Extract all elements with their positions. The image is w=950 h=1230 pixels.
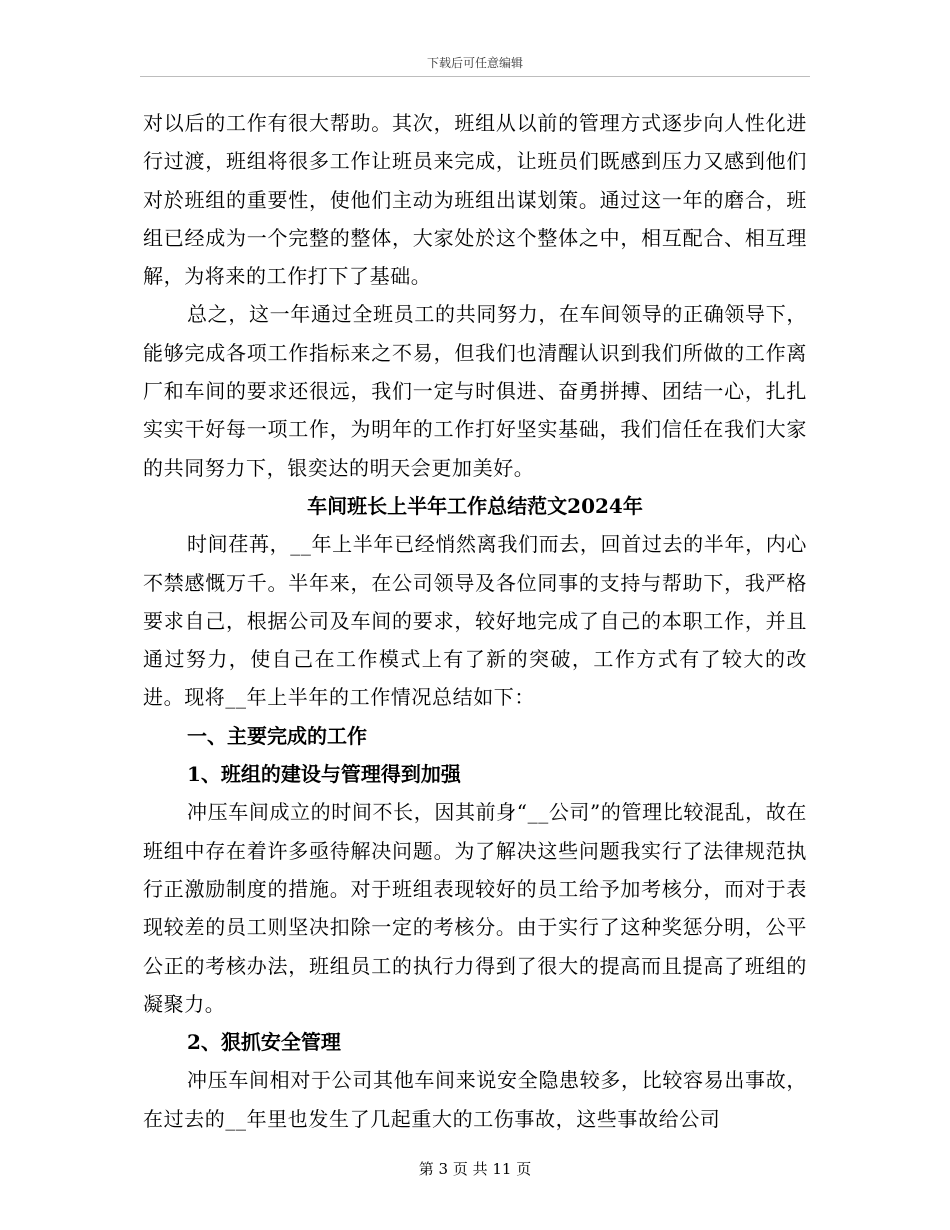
heading-team-building: 1、班组的建设与管理得到加强 <box>187 762 461 787</box>
paragraph-continued: 对以后的工作有很大帮助。其次，班组从以前的管理方式逐步向人性化进行过渡，班组将很多工作让班员来完成，让班员们既感到压力又感到他们对於班组的重要性，使他们主动为班组出谋划策。通过这一年的磨合，班组已经成为一个完整的整体，大家处於这个整体之中，相互配合、相互理解，为将来的工作打下了基础。 <box>143 111 807 289</box>
paragraph-conclusion: 总之，这一年通过全班员工的共同努力，在车间领导的正确领导下，能够完成各项工作指标来之不易，但我们也清醒认识到我们所做的工作离厂和车间的要求还很远，我们一定与时俱进、奋勇拼搏、团结一心，扎扎实实干好每一项工作，为明年的工作打好坚实基础，我们信任在我们大家的共同努力下，银奕达的明天会更加美好。 <box>143 302 807 480</box>
heading-safety: 2、狠抓安全管理 <box>187 1030 341 1055</box>
paragraph-team-building: 冲压车间成立的时间不长，因其前身“__公司”的管理比较混乱，故在班组中存在着许多亟待解决问题。为了解决这些问题我实行了法律规范执行正激励制度的措施。对于班组表现较好的员工给予加考核分，而对于表现较差的员工则坚决扣除一定的考核分。由于实行了这种奖惩分明，公平公正的考核办法，班组员工的执行力得到了很大的提高而且提高了班组的凝聚力。 <box>143 800 807 1016</box>
page-header: 下载后可任意编辑 <box>426 56 523 70</box>
header-divider <box>140 76 810 77</box>
document-body <box>143 104 807 1138</box>
page-footer: 第 3 页 共 11 页 <box>418 1160 532 1178</box>
paragraph-safety: 冲压车间相对于公司其他车间来说安全隐患较多，比较容易出事故，在过去的__年里也发生了几起重大的工伤事故，这些事故给公司 <box>143 1068 807 1131</box>
heading-main-work: 一、主要完成的工作 <box>187 723 367 748</box>
paragraph-intro: 时间荏苒，__年上半年已经悄然离我们而去，回首过去的半年，内心不禁感慨万千。半年来，在公司领导及各位同事的支持与帮助下，我严格要求自己，根据公司及车间的要求，较好地完成了自己的本职工作，并且通过努力，使自己在工作模式上有了新的突破，工作方式有了较大的改进。现将__年上半年的工作情况总结如下： <box>143 532 807 710</box>
section-title: 车间班长上半年工作总结范文2024年 <box>307 493 643 518</box>
